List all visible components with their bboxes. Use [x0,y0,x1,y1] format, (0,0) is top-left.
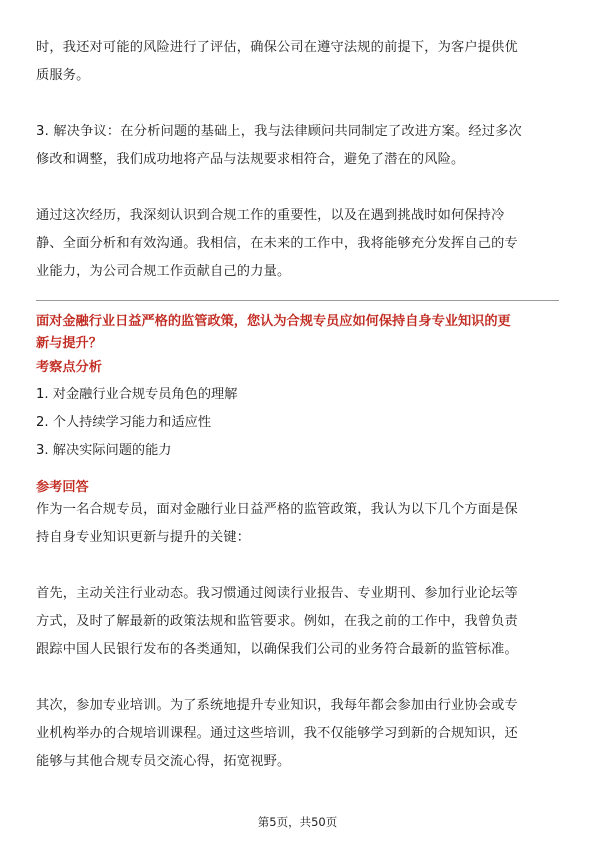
text-line: 静、全面分析和有效沟通。我相信，在未来的工作中，我将能够充分发挥自己的专 [36,236,518,251]
paragraph-resolve-dispute [36,118,559,174]
text-line: 3. 解决争议：在分析问题的基础上，我与法律顾问共同制定了改进方案。经过多次 [36,124,522,139]
analysis-item-2: 2. 个人持续学习能力和适应性 [36,415,212,430]
question-line: 面对金融行业日益严格的监管政策，您认为合规专员应如何保持自身专业知识的更 [36,314,511,329]
text-line: 能够与其他合规专员交流心得，拓宽视野。 [36,754,291,769]
text-line: 跟踪中国人民银行发布的各类通知，以确保我们公司的业务符合最新的监管标准。 [36,642,518,657]
text-line: 作为一名合规专员，面对金融行业日益严格的监管政策，我认为以下几个方面是保 [36,502,518,517]
answer-intro [36,496,559,552]
analysis-heading: 考察点分析 [36,360,102,375]
text-line: 业能力，为公司合规工作贡献自己的力量。 [36,264,291,279]
answer-heading: 参考回答 [36,480,89,495]
text-line: 持自身专业知识更新与提升的关键： [36,530,251,545]
text-line: 通过这次经历，我深刻认识到合规工作的重要性，以及在遇到挑战时如何保持冷 [36,208,505,223]
answer-point-industry-trends [36,580,559,664]
paragraph-reflection [36,202,559,286]
text-line: 时，我还对可能的风险进行了评估，确保公司在遵守法规的前提下，为客户提供优 [36,40,518,55]
text-line: 方式，及时了解最新的政策法规和监管要求。例如，在我之前的工作中，我曾负责 [36,614,518,629]
text-line: 修改和调整，我们成功地将产品与法规要求相符合，避免了潜在的风险。 [36,152,465,167]
text-line: 其次，参加专业培训。为了系统地提升专业知识，我每年都会参加由行业协会或专 [36,698,518,713]
question-line: 新与提升？ [36,336,102,351]
analysis-item-1: 1. 对金融行业合规专员角色的理解 [36,387,238,402]
analysis-item-3: 3. 解决实际问题的能力 [36,443,172,458]
interview-question [36,311,559,355]
text-line: 质服务。 [36,68,90,83]
paragraph-risk-assessment [36,34,559,90]
text-line: 首先，主动关注行业动态。我习惯通过阅读行业报告、专业期刊、参加行业论坛等 [36,586,518,601]
answer-point-training [36,692,559,776]
section-divider [36,300,559,301]
text-line: 业机构举办的合规培训课程。通过这些培训，我不仅能够学习到新的合规知识，还 [36,726,518,741]
page-number: 第5页，共50页 [257,815,338,829]
